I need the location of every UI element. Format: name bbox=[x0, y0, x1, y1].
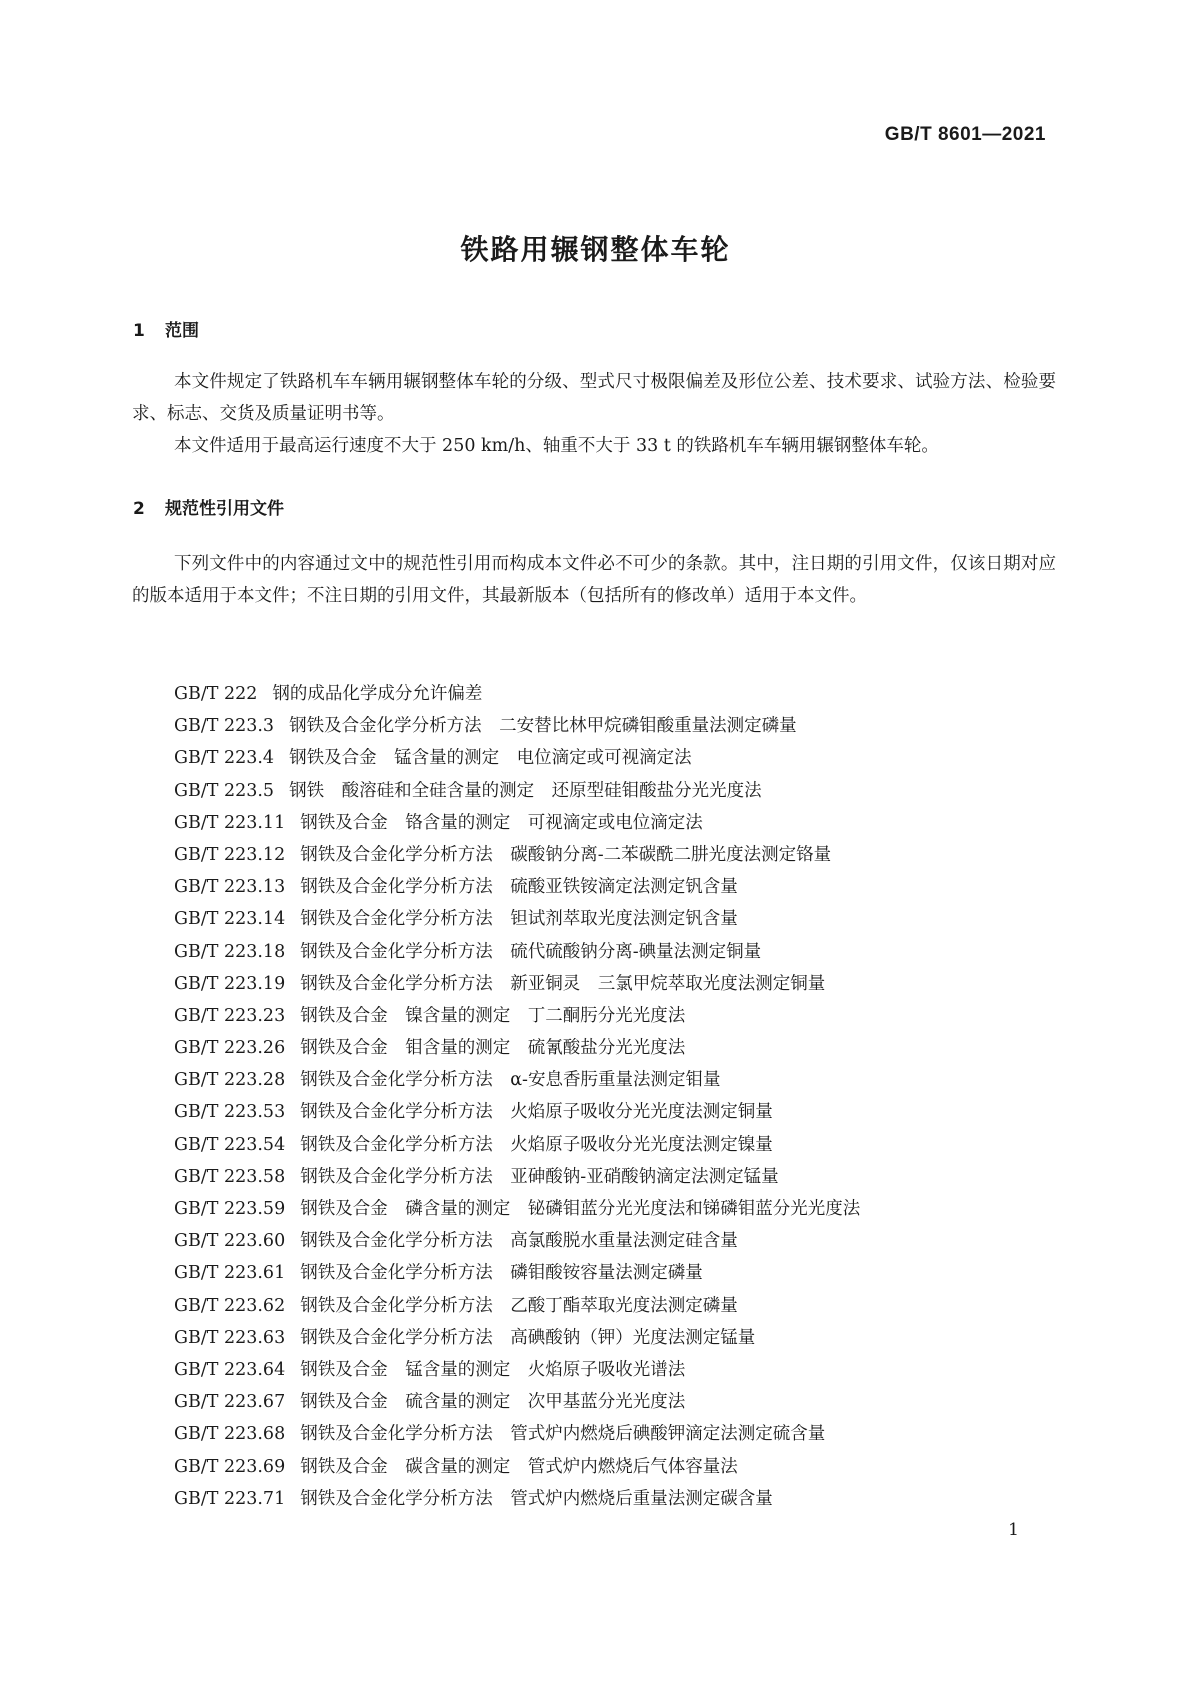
reference-title: 钢铁及合金 锰含量的测定 电位滴定或可视滴定法 bbox=[289, 748, 692, 769]
reference-title: 钢铁及合金化学分析方法 高碘酸钠（钾）光度法测定锰量 bbox=[300, 1327, 756, 1348]
section-2-heading bbox=[133, 494, 284, 519]
reference-code: GB/T 223.5 bbox=[174, 780, 275, 801]
section-1-paragraph-1: 本文件规定了铁路机车车辆用辗钢整体车轮的分级、型式尺寸极限偏差及形位公差、技术要求、试验方法、检验要求、标志、交货及质量证明书等。 bbox=[132, 372, 1056, 424]
reference-title: 钢铁及合金化学分析方法 乙酸丁酯萃取光度法测定磷量 bbox=[300, 1295, 738, 1316]
reference-item bbox=[174, 1290, 1054, 1322]
reference-title: 钢铁及合金 铬含量的测定 可视滴定或电位滴定法 bbox=[300, 812, 703, 833]
reference-item bbox=[174, 1064, 1054, 1096]
reference-code: GB/T 223.69 bbox=[174, 1456, 286, 1477]
reference-title: 钢铁及合金化学分析方法 亚砷酸钠-亚硝酸钠滴定法测定锰量 bbox=[300, 1166, 779, 1187]
reference-item bbox=[174, 1257, 1054, 1289]
reference-item bbox=[174, 1451, 1054, 1483]
reference-title: 钢铁及合金化学分析方法 高氯酸脱水重量法测定硅含量 bbox=[300, 1231, 738, 1252]
reference-item bbox=[174, 1418, 1054, 1450]
reference-code: GB/T 223.23 bbox=[174, 1005, 286, 1026]
reference-title: 钢铁及合金 钼含量的测定 硫氰酸盐分光光度法 bbox=[300, 1038, 686, 1059]
reference-code: GB/T 223.61 bbox=[174, 1263, 286, 1284]
reference-title: 钢铁及合金化学分析方法 碳酸钠分离-二苯碳酰二肼光度法测定铬量 bbox=[300, 844, 832, 865]
reference-code: GB/T 223.60 bbox=[174, 1231, 286, 1252]
reference-code: GB/T 223.12 bbox=[174, 844, 286, 865]
reference-code: GB/T 223.63 bbox=[174, 1327, 286, 1348]
reference-item bbox=[174, 710, 1054, 742]
reference-code: GB/T 223.28 bbox=[174, 1070, 286, 1091]
section-1-paragraph-2: 本文件适用于最高运行速度不大于 250 km/h、轴重不大于 33 t 的铁路机车车辆用辗钢整体车轮。 bbox=[174, 436, 939, 456]
reference-item bbox=[174, 871, 1054, 903]
reference-title: 钢铁及合金化学分析方法 新亚铜灵 三氯甲烷萃取光度法测定铜量 bbox=[300, 973, 826, 994]
reference-code: GB/T 223.14 bbox=[174, 909, 286, 930]
reference-title: 钢铁及合金 镍含量的测定 丁二酮肟分光光度法 bbox=[300, 1005, 686, 1026]
reference-title: 钢铁及合金化学分析方法 火焰原子吸收分光光度法测定铜量 bbox=[300, 1102, 773, 1123]
page-number: 1 bbox=[1008, 1520, 1019, 1540]
reference-item bbox=[174, 839, 1054, 871]
reference-item bbox=[174, 1193, 1054, 1225]
section-2-intro: 下列文件中的内容通过文中的规范性引用而构成本文件必不可少的条款。其中，注日期的引用文件，仅该日期对应的版本适用于本文件；不注日期的引用文件，其最新版本（包括所有的修改单）适用于本文件。 bbox=[132, 554, 1056, 606]
reference-item bbox=[174, 1483, 1054, 1515]
reference-code: GB/T 223.11 bbox=[174, 812, 286, 833]
reference-item bbox=[174, 775, 1054, 807]
section-1-title: 范围 bbox=[165, 321, 199, 341]
reference-code: GB/T 223.71 bbox=[174, 1488, 286, 1509]
reference-item bbox=[174, 903, 1054, 935]
reference-code: GB/T 223.62 bbox=[174, 1295, 286, 1316]
document-title: 铁路用辗钢整体车轮 bbox=[460, 233, 731, 266]
reference-item bbox=[174, 1354, 1054, 1386]
reference-title: 钢铁及合金化学分析方法 硫代硫酸钠分离-碘量法测定铜量 bbox=[300, 941, 762, 962]
reference-item bbox=[174, 1129, 1054, 1161]
reference-code: GB/T 222 bbox=[174, 684, 258, 704]
standard-number: GB/T 8601—2021 bbox=[884, 124, 1046, 145]
reference-title: 钢铁及合金 磷含量的测定 铋磷钼蓝分光光度法和锑磷钼蓝分光光度法 bbox=[300, 1199, 861, 1219]
section-2-number: 2 bbox=[133, 499, 145, 519]
reference-title: 钢铁及合金化学分析方法 二安替比林甲烷磷钼酸重量法测定磷量 bbox=[289, 716, 797, 737]
reference-item bbox=[174, 936, 1054, 968]
reference-code: GB/T 223.59 bbox=[174, 1199, 286, 1219]
reference-item bbox=[174, 1032, 1054, 1064]
reference-title: 钢的成品化学成分允许偏差 bbox=[272, 684, 483, 704]
reference-code: GB/T 223.18 bbox=[174, 941, 286, 962]
reference-title: 钢铁及合金化学分析方法 磷钼酸铵容量法测定磷量 bbox=[300, 1263, 703, 1284]
reference-item bbox=[174, 1322, 1054, 1354]
reference-code: GB/T 223.26 bbox=[174, 1038, 286, 1059]
reference-item bbox=[174, 1096, 1054, 1128]
reference-title: 钢铁及合金 锰含量的测定 火焰原子吸收光谱法 bbox=[300, 1359, 686, 1380]
reference-item bbox=[174, 1000, 1054, 1032]
reference-code: GB/T 223.53 bbox=[174, 1102, 286, 1123]
reference-code: GB/T 223.54 bbox=[174, 1134, 286, 1155]
reference-code: GB/T 223.13 bbox=[174, 877, 286, 898]
reference-title: 钢铁 酸溶硅和全硅含量的测定 还原型硅钼酸盐分光光度法 bbox=[289, 780, 762, 801]
reference-item bbox=[174, 678, 1054, 710]
reference-title: 钢铁及合金化学分析方法 管式炉内燃烧后重量法测定碳含量 bbox=[300, 1488, 773, 1509]
reference-item bbox=[174, 1161, 1054, 1193]
reference-code: GB/T 223.3 bbox=[174, 716, 275, 737]
reference-code: GB/T 223.64 bbox=[174, 1359, 286, 1380]
section-1-heading bbox=[133, 316, 199, 341]
reference-title: 钢铁及合金化学分析方法 α-安息香肟重量法测定钼量 bbox=[300, 1070, 721, 1091]
reference-code: GB/T 223.67 bbox=[174, 1392, 286, 1413]
reference-list bbox=[174, 678, 1054, 1515]
reference-code: GB/T 223.19 bbox=[174, 973, 286, 994]
reference-item bbox=[174, 807, 1054, 839]
reference-item bbox=[174, 742, 1054, 774]
reference-title: 钢铁及合金化学分析方法 钽试剂萃取光度法测定钒含量 bbox=[300, 909, 738, 930]
section-1-number: 1 bbox=[133, 321, 145, 341]
reference-code: GB/T 223.68 bbox=[174, 1424, 286, 1445]
reference-item bbox=[174, 1386, 1054, 1418]
reference-item bbox=[174, 968, 1054, 1000]
reference-code: GB/T 223.58 bbox=[174, 1166, 286, 1187]
reference-code: GB/T 223.4 bbox=[174, 748, 275, 769]
reference-title: 钢铁及合金化学分析方法 硫酸亚铁铵滴定法测定钒含量 bbox=[300, 877, 738, 898]
reference-title: 钢铁及合金 硫含量的测定 次甲基蓝分光光度法 bbox=[300, 1392, 686, 1413]
reference-title: 钢铁及合金化学分析方法 管式炉内燃烧后碘酸钾滴定法测定硫含量 bbox=[300, 1424, 826, 1445]
reference-title: 钢铁及合金 碳含量的测定 管式炉内燃烧后气体容量法 bbox=[300, 1456, 738, 1477]
reference-title: 钢铁及合金化学分析方法 火焰原子吸收分光光度法测定镍量 bbox=[300, 1134, 773, 1155]
section-2-title: 规范性引用文件 bbox=[165, 499, 284, 519]
reference-item bbox=[174, 1225, 1054, 1257]
